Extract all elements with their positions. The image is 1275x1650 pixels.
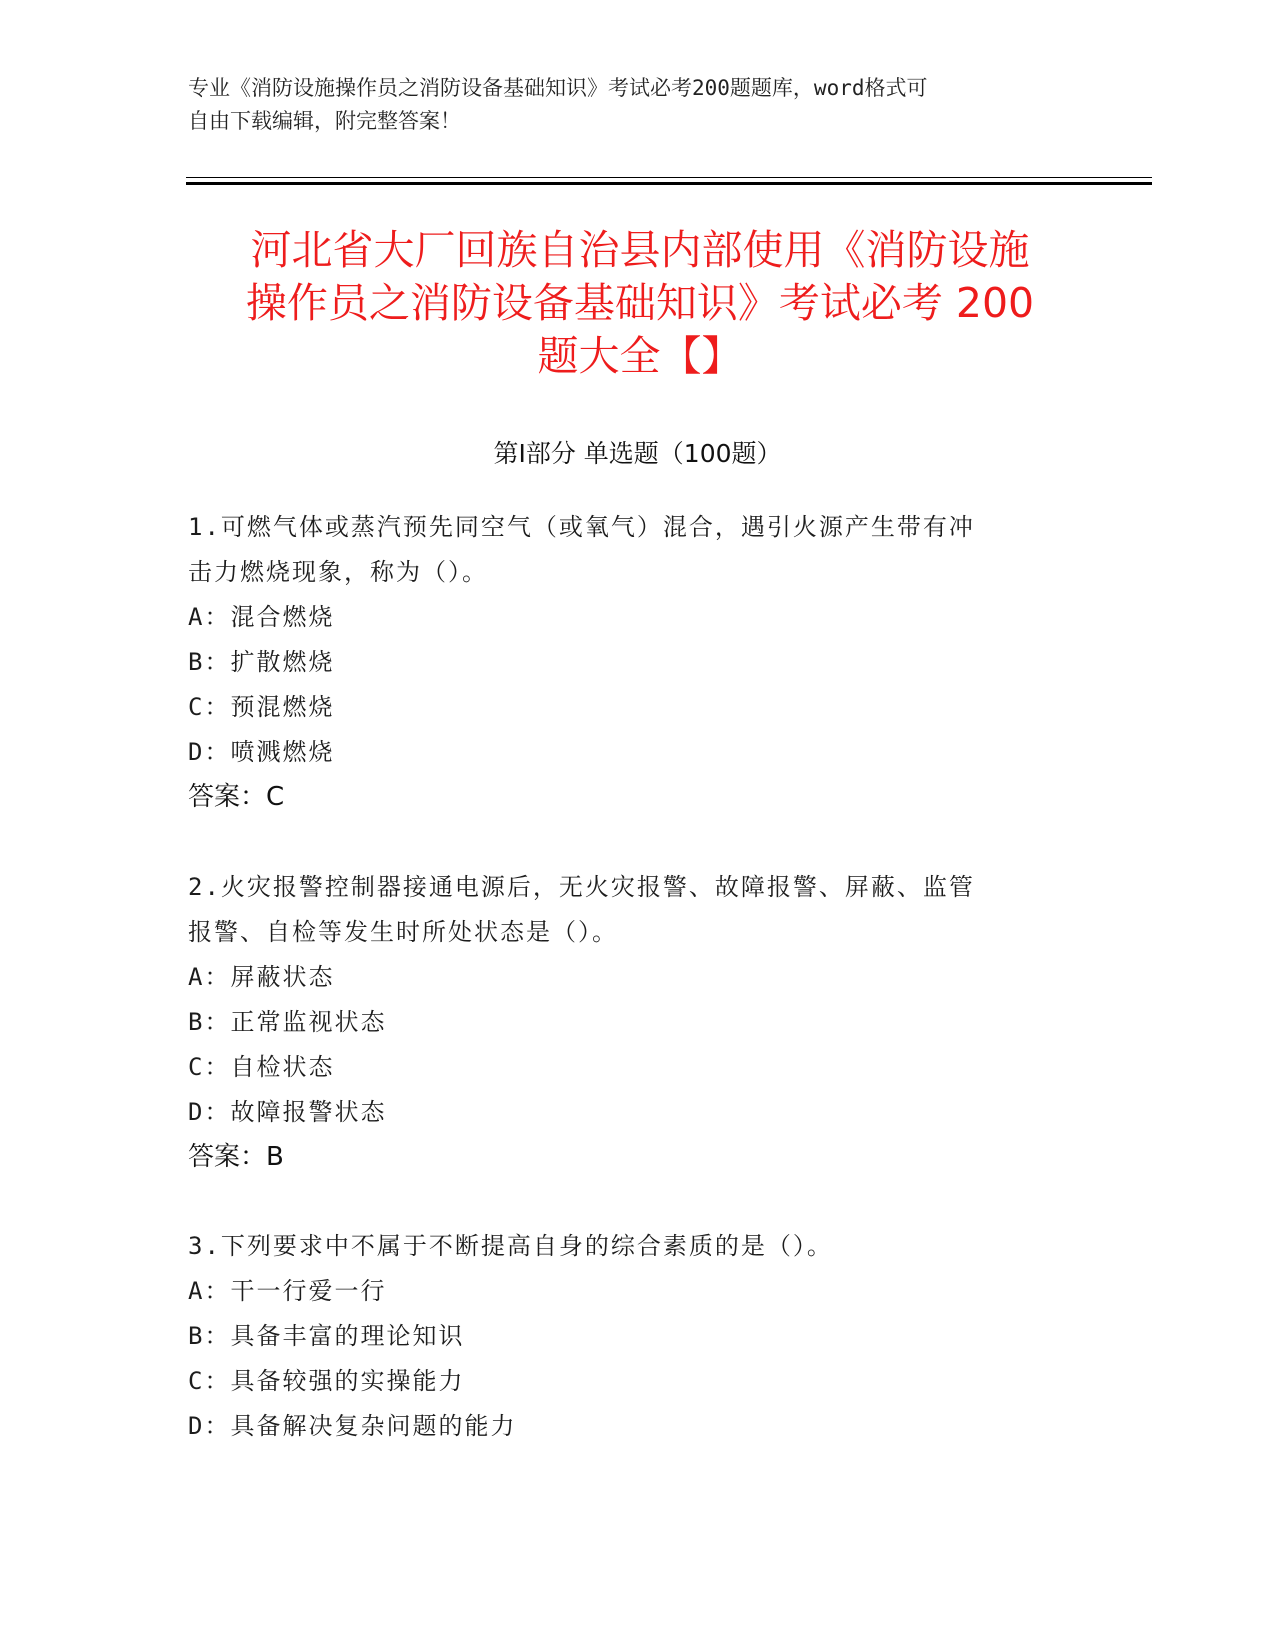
option-d: D：具备解决复杂问题的能力 xyxy=(188,1412,517,1440)
option-a: A：屏蔽状态 xyxy=(188,963,335,991)
header-divider-thick xyxy=(186,182,1152,185)
option-b: B：扩散燃烧 xyxy=(188,648,335,676)
question-text: 报警、自检等发生时所处状态是（）。 xyxy=(188,918,618,946)
document-title xyxy=(190,224,1090,383)
option-a: A：混合燃烧 xyxy=(188,603,335,631)
header-divider xyxy=(186,177,1152,178)
option-a: A：干一行爱一行 xyxy=(188,1277,387,1305)
question-text: 1.可燃气体或蒸汽预先同空气（或氧气）混合，遇引火源产生带有冲 xyxy=(188,513,975,541)
option-d: D：喷溅燃烧 xyxy=(188,738,335,766)
title-line: 操作员之消防设备基础知识》考试必考 200 xyxy=(245,279,1035,327)
question-text: 击力燃烧现象，称为（）。 xyxy=(188,558,488,586)
section-title: 第Ⅰ部分 单选题（100题） xyxy=(493,439,782,468)
option-b: B：正常监视状态 xyxy=(188,1008,387,1036)
header-note-line: 专业《消防设施操作员之消防设备基础知识》考试必考200题题库，word格式可 xyxy=(188,76,928,100)
answer: 答案：B xyxy=(188,1142,284,1172)
question-3 xyxy=(188,1224,1068,1449)
answer: 答案：C xyxy=(188,782,285,812)
option-d: D：故障报警状态 xyxy=(188,1098,387,1126)
question-2 xyxy=(188,865,1068,1180)
question-text: 3.下列要求中不属于不断提高自身的综合素质的是（）。 xyxy=(188,1232,833,1260)
option-c: C：自检状态 xyxy=(188,1053,335,1081)
title-line: 题大全【】 xyxy=(537,332,743,380)
question-1 xyxy=(188,505,1068,820)
header-note xyxy=(188,72,1068,138)
option-c: C：具备较强的实操能力 xyxy=(188,1367,465,1395)
question-text: 2.火灾报警控制器接通电源后，无火灾报警、故障报警、屏蔽、监管 xyxy=(188,873,975,901)
title-line: 河北省大厂回族自治县内部使用《消防设施 xyxy=(250,226,1030,274)
header-note-line: 自由下载编辑，附完整答案！ xyxy=(188,109,461,133)
option-c: C：预混燃烧 xyxy=(188,693,335,721)
option-b: B：具备丰富的理论知识 xyxy=(188,1322,465,1350)
